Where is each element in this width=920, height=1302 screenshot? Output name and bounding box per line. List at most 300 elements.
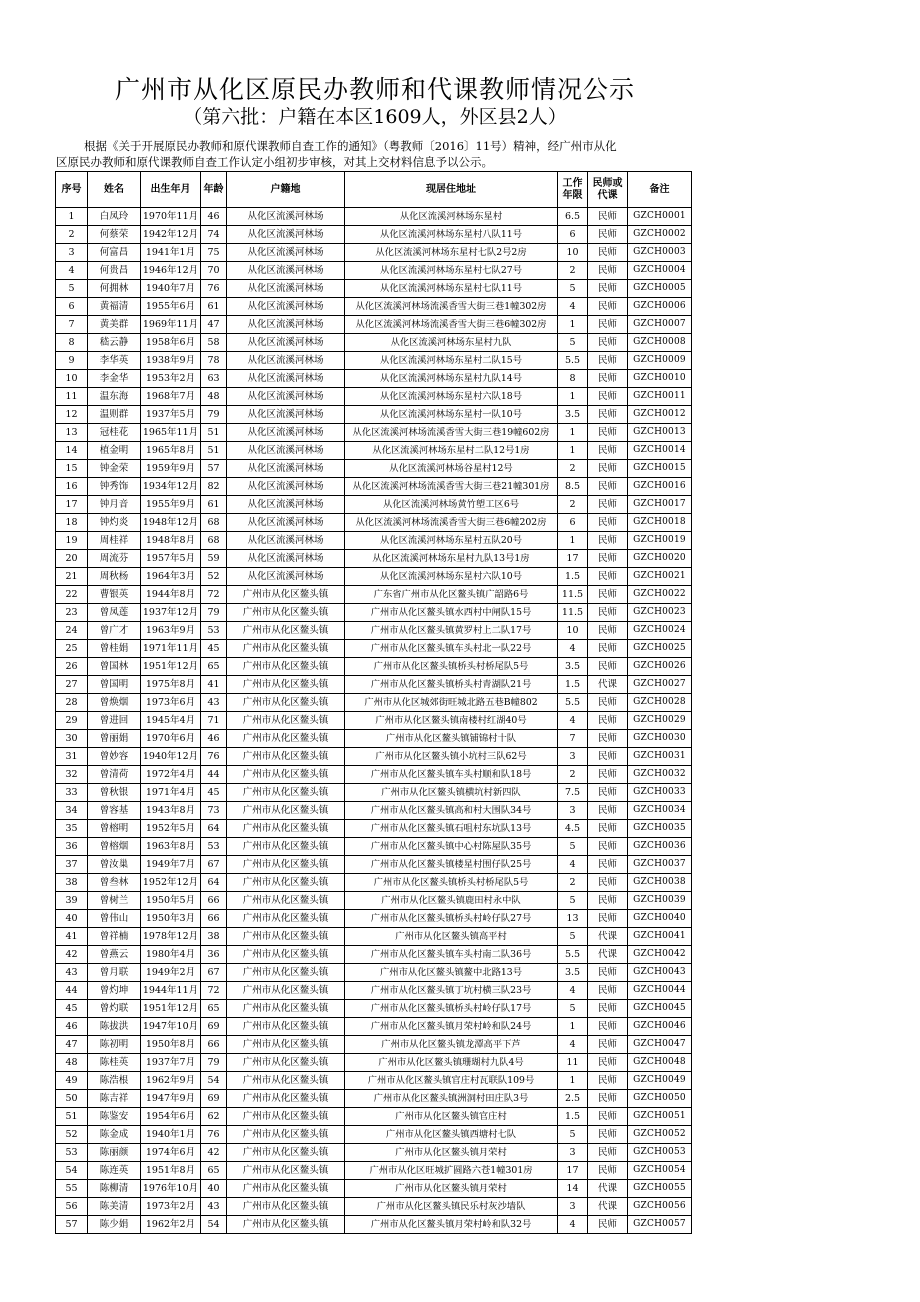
cell-address: 从化区流溪河林场流溪香雪大街三巷6幢202房: [345, 514, 558, 532]
cell-name: 曾国林: [88, 658, 141, 676]
cell-age: 67: [201, 964, 227, 982]
cell-birth: 1974年6月: [141, 1144, 201, 1162]
cell-years: 6: [558, 226, 588, 244]
cell-birth: 1948年8月: [141, 532, 201, 550]
cell-years: 1: [558, 1072, 588, 1090]
cell-years: 11: [558, 1054, 588, 1072]
cell-remark: GZCH0038: [628, 874, 692, 892]
cell-hukou: 广州市从化区鳌头镇: [227, 838, 345, 856]
cell-name: 曾广才: [88, 622, 141, 640]
cell-index: 44: [56, 982, 88, 1000]
cell-birth: 1972年4月: [141, 766, 201, 784]
table-row: [56, 622, 692, 640]
cell-index: 2: [56, 226, 88, 244]
cell-remark: GZCH0035: [628, 820, 692, 838]
cell-name: 冠桂花: [88, 424, 141, 442]
cell-remark: GZCH0037: [628, 856, 692, 874]
table-row: [56, 334, 692, 352]
cell-address: 广州市从化区鳌头镇洲洞村田庄队3号: [345, 1090, 558, 1108]
cell-type: 代课: [588, 946, 628, 964]
cell-remark: GZCH0054: [628, 1162, 692, 1180]
cell-name: 陈金成: [88, 1126, 141, 1144]
cell-birth: 1947年10月: [141, 1018, 201, 1036]
table-row: [56, 298, 692, 316]
cell-name: 陈初明: [88, 1036, 141, 1054]
cell-birth: 1971年4月: [141, 784, 201, 802]
cell-type: 民师: [588, 838, 628, 856]
cell-name: 何蔡荣: [88, 226, 141, 244]
cell-type: 民师: [588, 964, 628, 982]
table-row: [56, 640, 692, 658]
cell-name: 陈少娟: [88, 1216, 141, 1234]
cell-name: 曾月联: [88, 964, 141, 982]
cell-birth: 1951年12月: [141, 1000, 201, 1018]
cell-remark: GZCH0046: [628, 1018, 692, 1036]
cell-hukou: 广州市从化区鳌头镇: [227, 622, 345, 640]
cell-name: 温东海: [88, 388, 141, 406]
cell-years: 2: [558, 496, 588, 514]
cell-address: 从化区流溪河林场东星村二队12号1房: [345, 442, 558, 460]
cell-birth: 1962年9月: [141, 1072, 201, 1090]
cell-address: 广州市从化区鳌头镇南楼村红湖40号: [345, 712, 558, 730]
cell-remark: GZCH0006: [628, 298, 692, 316]
cell-hukou: 广州市从化区鳌头镇: [227, 1108, 345, 1126]
cell-address: 广州市从化区鳌头镇车头村北一队22号: [345, 640, 558, 658]
cell-address: 广州市从化区鳌头镇车头村南二队36号: [345, 946, 558, 964]
cell-type: 民师: [588, 1000, 628, 1018]
cell-name: 曾叁林: [88, 874, 141, 892]
cell-age: 65: [201, 658, 227, 676]
cell-index: 28: [56, 694, 88, 712]
cell-age: 74: [201, 226, 227, 244]
cell-age: 41: [201, 676, 227, 694]
cell-hukou: 从化区流溪河林场: [227, 316, 345, 334]
cell-hukou: 广州市从化区鳌头镇: [227, 1198, 345, 1216]
cell-name: 陈桂英: [88, 1054, 141, 1072]
cell-birth: 1942年12月: [141, 226, 201, 244]
cell-hukou: 广州市从化区鳌头镇: [227, 874, 345, 892]
cell-hukou: 广州市从化区鳌头镇: [227, 982, 345, 1000]
cell-type: 民师: [588, 1090, 628, 1108]
cell-hukou: 从化区流溪河林场: [227, 568, 345, 586]
cell-index: 55: [56, 1180, 88, 1198]
cell-hukou: 广州市从化区鳌头镇: [227, 586, 345, 604]
cell-address: 从化区流溪河林场黄竹塱工区6号: [345, 496, 558, 514]
cell-name: 曾汝巢: [88, 856, 141, 874]
header-years: 工作年限: [558, 172, 588, 208]
cell-remark: GZCH0028: [628, 694, 692, 712]
cell-years: 3.5: [558, 964, 588, 982]
header-index: 序号: [56, 172, 88, 208]
cell-age: 65: [201, 1162, 227, 1180]
cell-years: 1: [558, 424, 588, 442]
cell-index: 48: [56, 1054, 88, 1072]
cell-type: 民师: [588, 1162, 628, 1180]
cell-age: 79: [201, 1054, 227, 1072]
cell-hukou: 从化区流溪河林场: [227, 550, 345, 568]
header-name: 姓名: [88, 172, 141, 208]
cell-name: 植金明: [88, 442, 141, 460]
cell-type: 民师: [588, 802, 628, 820]
table-row: [56, 370, 692, 388]
cell-hukou: 广州市从化区鳌头镇: [227, 1036, 345, 1054]
cell-address: 广州市从化区鳌头镇中心村陈屋队35号: [345, 838, 558, 856]
cell-name: 钟秀饰: [88, 478, 141, 496]
cell-hukou: 从化区流溪河林场: [227, 514, 345, 532]
cell-hukou: 广州市从化区鳌头镇: [227, 892, 345, 910]
table-row: [56, 712, 692, 730]
cell-remark: GZCH0049: [628, 1072, 692, 1090]
cell-type: 民师: [588, 1054, 628, 1072]
page-subtitle: （第六批：户籍在本区1609人，外区县2人）: [183, 106, 567, 128]
table-row: [56, 748, 692, 766]
intro-line-2: 区原民办教师和原代课教师自查工作认定小组初步审核，对其上交材料信息予以公示。: [56, 155, 493, 169]
cell-years: 5: [558, 892, 588, 910]
cell-birth: 1954年6月: [141, 1108, 201, 1126]
cell-remark: GZCH0051: [628, 1108, 692, 1126]
table-row: [56, 802, 692, 820]
table-row: [56, 424, 692, 442]
cell-birth: 1973年2月: [141, 1198, 201, 1216]
cell-remark: GZCH0040: [628, 910, 692, 928]
cell-birth: 1940年12月: [141, 748, 201, 766]
cell-name: 温则群: [88, 406, 141, 424]
cell-index: 42: [56, 946, 88, 964]
cell-age: 71: [201, 712, 227, 730]
cell-birth: 1962年2月: [141, 1216, 201, 1234]
cell-type: 民师: [588, 694, 628, 712]
cell-address: 广州市从化区鳌头镇官庄村: [345, 1108, 558, 1126]
cell-remark: GZCH0031: [628, 748, 692, 766]
cell-name: 曾灼坤: [88, 982, 141, 1000]
cell-type: 民师: [588, 982, 628, 1000]
cell-index: 7: [56, 316, 88, 334]
table-row: [56, 208, 692, 226]
cell-type: 民师: [588, 514, 628, 532]
cell-birth: 1949年7月: [141, 856, 201, 874]
cell-address: 广州市从化区鳌头镇桥头村岭仔队17号: [345, 1000, 558, 1018]
cell-birth: 1958年6月: [141, 334, 201, 352]
table-row: [56, 568, 692, 586]
cell-hukou: 广州市从化区鳌头镇: [227, 1072, 345, 1090]
cell-birth: 1965年8月: [141, 442, 201, 460]
cell-address: 广州市从化区鳌头镇桥头村青湖队21号: [345, 676, 558, 694]
table-row: [56, 280, 692, 298]
cell-hukou: 从化区流溪河林场: [227, 208, 345, 226]
cell-age: 69: [201, 1018, 227, 1036]
cell-address: 广州市从化区鳌头镇丁坑村横三队23号: [345, 982, 558, 1000]
cell-address: 广州市从化区旺城扩圆路六苍1幢301房: [345, 1162, 558, 1180]
cell-birth: 1946年12月: [141, 262, 201, 280]
cell-address: 从化区流溪河林场流溪香雪大街三巷1幢302房: [345, 298, 558, 316]
table-row: [56, 532, 692, 550]
cell-name: 周流芬: [88, 550, 141, 568]
cell-address: 广州市从化区鳌头镇车头村顺和队18号: [345, 766, 558, 784]
cell-type: 民师: [588, 244, 628, 262]
header-hukou: 户籍地: [227, 172, 345, 208]
cell-index: 11: [56, 388, 88, 406]
cell-address: 广州市从化区鳌头镇珊瑚村九队4号: [345, 1054, 558, 1072]
cell-name: 李华英: [88, 352, 141, 370]
cell-index: 38: [56, 874, 88, 892]
cell-age: 72: [201, 586, 227, 604]
cell-remark: GZCH0027: [628, 676, 692, 694]
cell-type: 民师: [588, 370, 628, 388]
cell-address: 从化区流溪河林场东星村七队11号: [345, 280, 558, 298]
cell-type: 民师: [588, 316, 628, 334]
cell-address: 广州市从化区鳌头镇西塘村七队: [345, 1126, 558, 1144]
cell-name: 陈丽颜: [88, 1144, 141, 1162]
cell-type: 民师: [588, 334, 628, 352]
cell-remark: GZCH0021: [628, 568, 692, 586]
cell-age: 72: [201, 982, 227, 1000]
table-row: [56, 1036, 692, 1054]
cell-address: 广州市从化区鳌头镇月荣村: [345, 1180, 558, 1198]
cell-hukou: 广州市从化区鳌头镇: [227, 604, 345, 622]
cell-address: 广州市从化区鳌头镇鹿田村永中队: [345, 892, 558, 910]
table-row: [56, 820, 692, 838]
cell-birth: 1968年7月: [141, 388, 201, 406]
cell-birth: 1980年4月: [141, 946, 201, 964]
table-row: [56, 496, 692, 514]
cell-age: 68: [201, 532, 227, 550]
cell-birth: 1952年12月: [141, 874, 201, 892]
cell-type: 民师: [588, 1018, 628, 1036]
cell-remark: GZCH0034: [628, 802, 692, 820]
cell-index: 33: [56, 784, 88, 802]
cell-name: 周秋杨: [88, 568, 141, 586]
cell-index: 13: [56, 424, 88, 442]
cell-age: 66: [201, 892, 227, 910]
cell-years: 4: [558, 712, 588, 730]
cell-index: 35: [56, 820, 88, 838]
table-row: [56, 262, 692, 280]
cell-age: 82: [201, 478, 227, 496]
table-header-row: [56, 172, 692, 208]
cell-address: 广州市从化区鳌头镇鳌中北路13号: [345, 964, 558, 982]
cell-age: 68: [201, 514, 227, 532]
cell-index: 27: [56, 676, 88, 694]
cell-remark: GZCH0023: [628, 604, 692, 622]
cell-index: 50: [56, 1090, 88, 1108]
cell-birth: 1949年2月: [141, 964, 201, 982]
cell-index: 32: [56, 766, 88, 784]
cell-address: 广州市从化区鳌头镇高平村: [345, 928, 558, 946]
cell-index: 16: [56, 478, 88, 496]
cell-remark: GZCH0011: [628, 388, 692, 406]
cell-type: 民师: [588, 388, 628, 406]
cell-remark: GZCH0002: [628, 226, 692, 244]
cell-years: 5: [558, 280, 588, 298]
cell-type: 民师: [588, 658, 628, 676]
cell-name: 周桂祥: [88, 532, 141, 550]
cell-years: 3.5: [558, 658, 588, 676]
cell-type: 民师: [588, 874, 628, 892]
cell-remark: GZCH0055: [628, 1180, 692, 1198]
page-title: 广州市从化区原民办教师和代课教师情况公示: [114, 75, 635, 104]
cell-address: 广州市从化区城郊街旺城北路五巷B幢802: [345, 694, 558, 712]
cell-type: 民师: [588, 712, 628, 730]
cell-hukou: 从化区流溪河林场: [227, 442, 345, 460]
cell-remark: GZCH0039: [628, 892, 692, 910]
cell-years: 1: [558, 532, 588, 550]
cell-address: 从化区流溪河林场流溪香雪大街三巷21幢301房: [345, 478, 558, 496]
cell-birth: 1948年12月: [141, 514, 201, 532]
cell-birth: 1944年8月: [141, 586, 201, 604]
header-type: 民师或代课: [588, 172, 628, 208]
cell-type: 代课: [588, 676, 628, 694]
header-birth: 出生年月: [141, 172, 201, 208]
cell-index: 24: [56, 622, 88, 640]
cell-index: 45: [56, 1000, 88, 1018]
cell-hukou: 从化区流溪河林场: [227, 226, 345, 244]
header-remark: 备注: [628, 172, 692, 208]
cell-age: 43: [201, 694, 227, 712]
cell-index: 47: [56, 1036, 88, 1054]
cell-remark: GZCH0015: [628, 460, 692, 478]
cell-birth: 1970年6月: [141, 730, 201, 748]
table-row: [56, 1180, 692, 1198]
cell-remark: GZCH0018: [628, 514, 692, 532]
cell-age: 48: [201, 388, 227, 406]
table-row: [56, 352, 692, 370]
cell-name: 陈连英: [88, 1162, 141, 1180]
cell-years: 3: [558, 1144, 588, 1162]
cell-age: 66: [201, 1036, 227, 1054]
cell-type: 民师: [588, 280, 628, 298]
table-row: [56, 1216, 692, 1234]
cell-years: 17: [558, 1162, 588, 1180]
cell-hukou: 广州市从化区鳌头镇: [227, 964, 345, 982]
cell-name: 曾凤莲: [88, 604, 141, 622]
cell-type: 民师: [588, 1144, 628, 1162]
cell-birth: 1951年12月: [141, 658, 201, 676]
cell-remark: GZCH0014: [628, 442, 692, 460]
cell-name: 曾清荷: [88, 766, 141, 784]
cell-index: 1: [56, 208, 88, 226]
cell-index: 56: [56, 1198, 88, 1216]
cell-type: 民师: [588, 1126, 628, 1144]
cell-hukou: 从化区流溪河林场: [227, 298, 345, 316]
cell-type: 代课: [588, 928, 628, 946]
cell-type: 民师: [588, 496, 628, 514]
cell-years: 2.5: [558, 1090, 588, 1108]
cell-hukou: 广州市从化区鳌头镇: [227, 1144, 345, 1162]
cell-hukou: 从化区流溪河林场: [227, 478, 345, 496]
table-row: [56, 1090, 692, 1108]
cell-name: 何贵昌: [88, 262, 141, 280]
cell-age: 69: [201, 1090, 227, 1108]
header-age: 年龄: [201, 172, 227, 208]
cell-type: 民师: [588, 226, 628, 244]
cell-address: 广州市从化区鳌头镇桥头村桥尾队5号: [345, 658, 558, 676]
table-row: [56, 892, 692, 910]
cell-remark: GZCH0025: [628, 640, 692, 658]
cell-years: 1: [558, 388, 588, 406]
cell-age: 45: [201, 784, 227, 802]
cell-hukou: 广州市从化区鳌头镇: [227, 640, 345, 658]
cell-hukou: 从化区流溪河林场: [227, 388, 345, 406]
cell-hukou: 从化区流溪河林场: [227, 532, 345, 550]
cell-type: 民师: [588, 406, 628, 424]
cell-remark: GZCH0020: [628, 550, 692, 568]
cell-type: 民师: [588, 892, 628, 910]
cell-type: 代课: [588, 1180, 628, 1198]
table-row: [56, 388, 692, 406]
cell-age: 78: [201, 352, 227, 370]
cell-hukou: 广州市从化区鳌头镇: [227, 694, 345, 712]
cell-hukou: 广州市从化区鳌头镇: [227, 784, 345, 802]
cell-address: 广州市从化区鳌头镇官庄村瓦联队109号: [345, 1072, 558, 1090]
cell-birth: 1955年9月: [141, 496, 201, 514]
cell-birth: 1937年12月: [141, 604, 201, 622]
table-row: [56, 964, 692, 982]
table-row: [56, 766, 692, 784]
cell-years: 11.5: [558, 604, 588, 622]
cell-type: 民师: [588, 730, 628, 748]
cell-age: 53: [201, 622, 227, 640]
cell-years: 1.5: [558, 676, 588, 694]
cell-years: 2: [558, 262, 588, 280]
cell-type: 民师: [588, 1036, 628, 1054]
cell-type: 民师: [588, 1216, 628, 1234]
cell-remark: GZCH0017: [628, 496, 692, 514]
cell-hukou: 从化区流溪河林场: [227, 460, 345, 478]
cell-index: 12: [56, 406, 88, 424]
table-row: [56, 784, 692, 802]
cell-index: 31: [56, 748, 88, 766]
cell-name: 曾焕烟: [88, 694, 141, 712]
cell-address: 广州市从化区鳌头镇月荣村岭和队32号: [345, 1216, 558, 1234]
cell-address: 从化区流溪河林场东星村二队15号: [345, 352, 558, 370]
cell-address: 从化区流溪河林场东星村: [345, 208, 558, 226]
cell-years: 6.5: [558, 208, 588, 226]
cell-index: 26: [56, 658, 88, 676]
cell-hukou: 从化区流溪河林场: [227, 406, 345, 424]
cell-age: 64: [201, 874, 227, 892]
cell-address: 从化区流溪河林场东星村八队11号: [345, 226, 558, 244]
cell-remark: GZCH0005: [628, 280, 692, 298]
cell-years: 1.5: [558, 1108, 588, 1126]
table-row: [56, 856, 692, 874]
cell-age: 67: [201, 856, 227, 874]
cell-years: 5: [558, 838, 588, 856]
cell-age: 79: [201, 604, 227, 622]
cell-index: 30: [56, 730, 88, 748]
cell-age: 57: [201, 460, 227, 478]
cell-birth: 1955年6月: [141, 298, 201, 316]
cell-index: 19: [56, 532, 88, 550]
cell-name: 曹银英: [88, 586, 141, 604]
cell-address: 从化区流溪河林场东星村九队: [345, 334, 558, 352]
cell-address: 广州市从化区鳌头镇月荣村岭和队24号: [345, 1018, 558, 1036]
cell-years: 8.5: [558, 478, 588, 496]
cell-remark: GZCH0019: [628, 532, 692, 550]
cell-name: 曾灼联: [88, 1000, 141, 1018]
cell-type: 民师: [588, 208, 628, 226]
cell-remark: GZCH0057: [628, 1216, 692, 1234]
table-row: [56, 910, 692, 928]
cell-remark: GZCH0048: [628, 1054, 692, 1072]
cell-remark: GZCH0047: [628, 1036, 692, 1054]
table-row: [56, 658, 692, 676]
cell-years: 3: [558, 802, 588, 820]
cell-years: 5.5: [558, 352, 588, 370]
cell-birth: 1940年1月: [141, 1126, 201, 1144]
cell-index: 18: [56, 514, 88, 532]
cell-address: 广州市从化区鳌头镇民乐村灰沙墙队: [345, 1198, 558, 1216]
cell-age: 76: [201, 1126, 227, 1144]
